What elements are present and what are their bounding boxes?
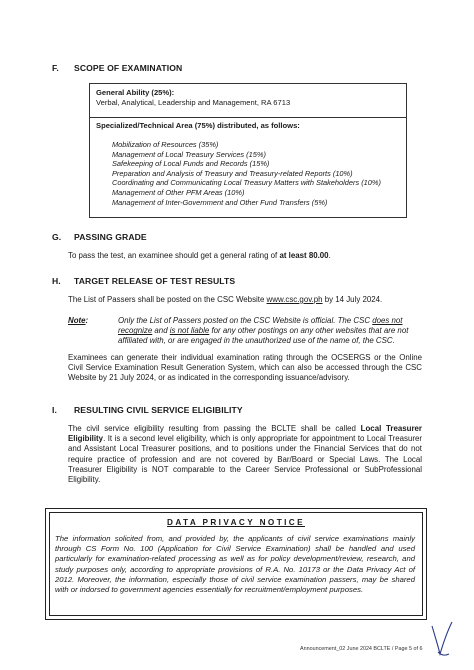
specialized-area-title: Specialized/Technical Area (75%) distributed, as follows:: [96, 121, 300, 130]
section-g-title: PASSING GRADE: [74, 232, 147, 242]
list-item: Preparation and Analysis of Treasury and Treasury-related Reports (10%): [112, 168, 353, 178]
list-item: Safekeeping of Local Funds and Records (15%): [112, 159, 270, 169]
section-f-heading: [52, 63, 182, 73]
eligibility-name: Local Treasurer Eligibility: [68, 424, 422, 444]
scope-table: [89, 83, 407, 218]
ocsergs-paragraph: Examinees can generate their individual examination rating through the OCSERGS or the Online Civil Service Examination Result Generation System, which can also be accessed through the CSC Website by 21 July 2024, or as indicated in the corresponding issuance/advisory.: [68, 353, 422, 383]
passing-grade-text: To pass the test, an examinee should get a general rating of at least 80.00.: [68, 251, 331, 260]
specialized-area-row: [90, 117, 406, 217]
general-ability-desc: Verbal, Analytical, Leadership and Management, RA 6713: [96, 98, 291, 107]
list-item: Coordinating and Communicating Local Treasury Matters with Stakeholders (10%): [112, 178, 381, 188]
section-f-letter: F.: [52, 63, 59, 73]
general-ability-title: General Ability (25%):: [96, 88, 175, 97]
list-item: Management of Other PFM Areas (10%): [112, 187, 245, 197]
section-g-letter: G.: [52, 232, 62, 242]
list-item: Management of Local Treasury Services (15%): [112, 149, 266, 159]
section-f-title: SCOPE OF EXAMINATION: [74, 63, 183, 73]
note-line-2: recognize and is not liable for any other postings on any other websites that are not: [118, 326, 409, 336]
data-privacy-body: The information solicited from, and provided by, the applicants of civil service examinations mainly through CS Form No. 100 (Application for Civil Service Examination) shall be handled and used particularly for examination-related processing as well as for policy development/review, research, and study purposes only, according to appropriate provisions of R.A. No. 10173 or the Data Privacy Act of 2012. Moreover, the information, especially those of civil service examination passers, may be shared with or indorsed to government agencies essentially for recruitment/employment purposes.: [55, 534, 415, 595]
list-item: Mobilization of Resources (35%): [112, 140, 219, 149]
list-item: Management of Inter-Government and Other Fund Transfers (5%): [112, 197, 328, 207]
page-footer: Announcement_02 June 2024 BCLTE / Page 5 of 6: [300, 646, 423, 652]
release-text: The List of Passers shall be posted on the CSC Website www.csc.gov.ph by 14 July 2024.: [68, 295, 383, 304]
eligibility-paragraph: The civil service eligibility resulting from passing the BCLTE shall be called Local Treasurer Eligibility. It is a second level eligibility, which is only appropriate for appointment to Local Treasurer and Assistant Local Treasurer positions, and to positions under the Financial Services that do not require practice of profession and are not covered by Bar/Board or Special Laws. The Local Treasurer Eligibility is NOT comparable to the Career Service Professional or SubProfessional Eligibility.: [68, 424, 422, 485]
section-g-heading: [52, 232, 147, 242]
note-label: Note:: [68, 316, 89, 325]
specialized-area-list: [112, 140, 381, 207]
section-h-heading: [52, 276, 235, 286]
passing-grade-value: at least 80.00: [279, 251, 329, 260]
section-h-title: TARGET RELEASE OF TEST RESULTS: [74, 276, 236, 286]
data-privacy-title: DATA PRIVACY NOTICE: [167, 518, 305, 527]
csc-website-link[interactable]: www.csc.gov.ph: [266, 295, 323, 304]
note-line-1: Only the List of Passers posted on the CSC Website is official. The CSC does not: [118, 316, 403, 325]
general-ability-row: [90, 84, 406, 118]
note-text: [118, 316, 420, 347]
data-privacy-box: [45, 508, 427, 620]
section-i-title: RESULTING CIVIL SERVICE ELIGIBILITY: [74, 405, 243, 415]
initial-signature-mark: [429, 620, 455, 660]
note-line-3: affiliated with, or are engaged in the unauthorized use of the name of, the CSC.: [118, 336, 395, 346]
section-i-letter: I.: [52, 405, 57, 415]
section-i-heading: [52, 405, 243, 415]
section-h-letter: H.: [52, 276, 61, 286]
